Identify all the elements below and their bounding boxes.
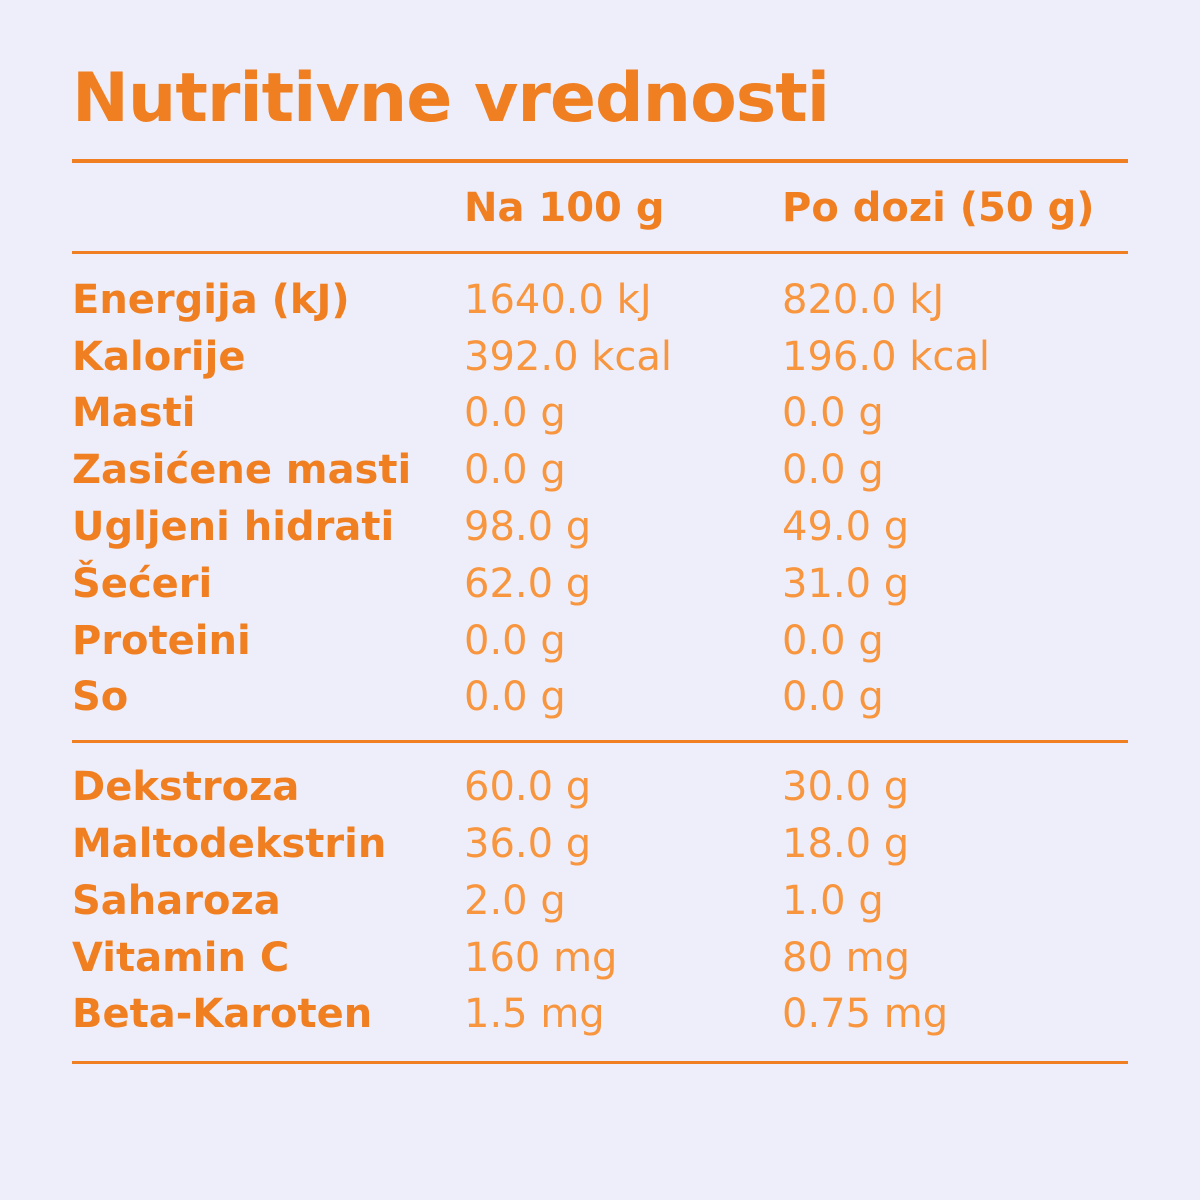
table-row	[72, 329, 1128, 386]
nutrient-value-per-dose: 18.0 g	[782, 820, 910, 867]
nutrient-label: Masti	[72, 390, 196, 437]
nutrient-value-per-100g: 0.0 g	[464, 617, 566, 664]
table-row	[72, 816, 1128, 873]
nutrient-value-per-100g: 0.0 g	[464, 447, 566, 494]
nutrient-label: Šećeri	[72, 560, 213, 607]
page-title: Nutritivne vrednosti	[72, 59, 830, 138]
nutrient-value-per-dose: 80 mg	[782, 934, 910, 981]
column-header-per-100g: Na 100 g	[464, 184, 665, 231]
nutrient-label: Dekstroza	[72, 764, 300, 811]
nutrition-extra-table	[72, 759, 1128, 1043]
nutrient-label: Maltodekstrin	[72, 820, 387, 867]
nutrient-value-per-100g: 0.0 g	[464, 390, 566, 437]
column-header-nutrient	[72, 163, 464, 251]
nutrient-value-per-100g: 0.0 g	[464, 674, 566, 721]
nutrient-value-per-dose: 49.0 g	[782, 503, 910, 550]
table-row	[72, 613, 1128, 670]
nutrient-label: So	[72, 674, 129, 721]
nutrient-label: Kalorije	[72, 333, 246, 380]
nutrient-value-per-dose: 0.0 g	[782, 447, 884, 494]
nutrient-value-per-100g: 36.0 g	[464, 820, 592, 867]
table-row	[72, 442, 1128, 499]
nutrient-label: Ugljeni hidrati	[72, 503, 395, 550]
nutrient-label: Saharoza	[72, 877, 281, 924]
column-header-per-dose: Po dozi (50 g)	[782, 184, 1095, 231]
table-row	[72, 873, 1128, 930]
nutrient-value-per-100g: 60.0 g	[464, 764, 592, 811]
table-row	[72, 556, 1128, 613]
nutrient-value-per-dose: 1.0 g	[782, 877, 884, 924]
table-row	[72, 272, 1128, 329]
table-header-row	[72, 163, 1128, 251]
table-row	[72, 385, 1128, 442]
nutrient-value-per-100g: 98.0 g	[464, 503, 592, 550]
nutrient-value-per-100g: 62.0 g	[464, 560, 592, 607]
nutrient-value-per-dose: 0.75 mg	[782, 991, 949, 1038]
nutrition-table	[72, 163, 1128, 251]
nutrient-value-per-100g: 1.5 mg	[464, 991, 605, 1038]
nutrient-value-per-100g: 160 mg	[464, 934, 618, 981]
nutrient-value-per-dose: 0.0 g	[782, 674, 884, 721]
table-row	[72, 986, 1128, 1043]
nutrient-label: Zasićene masti	[72, 447, 412, 494]
nutrient-value-per-100g: 392.0 kcal	[464, 333, 673, 380]
table-row	[72, 669, 1128, 726]
nutrient-label: Energija (kJ)	[72, 276, 350, 323]
nutrient-value-per-dose: 820.0 kJ	[782, 276, 945, 323]
nutrient-value-per-dose: 30.0 g	[782, 764, 910, 811]
table-row	[72, 759, 1128, 816]
nutrient-value-per-dose: 0.0 g	[782, 390, 884, 437]
divider-bottom	[72, 1061, 1128, 1064]
table-row	[72, 499, 1128, 556]
nutrient-label: Proteini	[72, 617, 251, 664]
nutrient-value-per-dose: 196.0 kcal	[782, 333, 991, 380]
table-row	[72, 930, 1128, 987]
nutrient-label: Vitamin C	[72, 934, 290, 981]
nutrient-value-per-dose: 0.0 g	[782, 617, 884, 664]
nutrition-main-table	[72, 272, 1128, 726]
nutrient-value-per-dose: 31.0 g	[782, 560, 910, 607]
nutrient-value-per-100g: 1640.0 kJ	[464, 276, 652, 323]
nutrient-value-per-100g: 2.0 g	[464, 877, 566, 924]
nutrient-label: Beta-Karoten	[72, 991, 373, 1038]
